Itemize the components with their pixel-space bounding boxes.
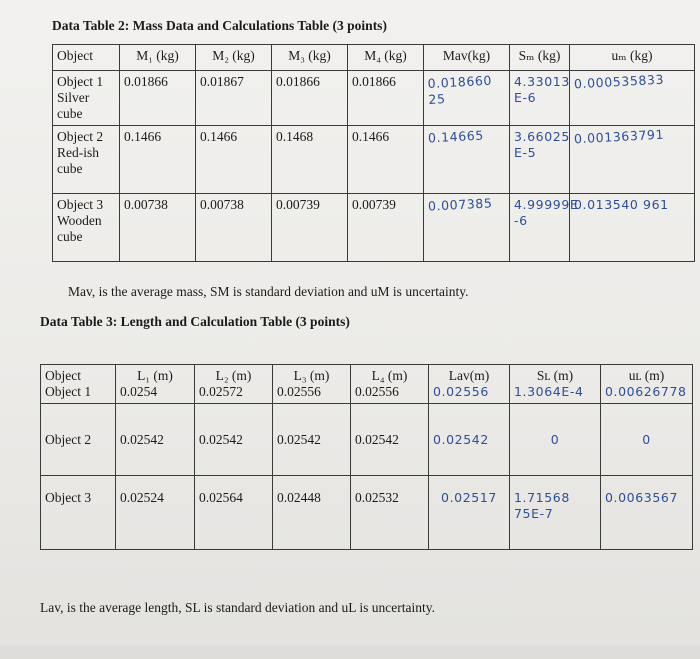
header-l4: L₄ (m) 0.02556: [351, 365, 429, 404]
l2-value: 0.02542: [195, 404, 273, 476]
table-row: [41, 404, 693, 476]
ul-value: 0: [601, 404, 693, 476]
sm-value: 4.99999E -6: [510, 194, 570, 262]
table2-header-row: [53, 45, 695, 71]
table2-note: Mav, is the average mass, SM is standard deviation and uM is uncertainty.: [68, 284, 469, 299]
m4-value: 0.00739: [348, 194, 424, 262]
header-m3: M₃ (kg): [272, 45, 348, 71]
l4-value: 0.02532: [351, 476, 429, 550]
m3-value: 0.1468: [272, 126, 348, 194]
header-l1: L₁ (m) 0.0254: [116, 365, 195, 404]
table3-header-row: [41, 365, 693, 404]
l3-value: 0.02542: [273, 404, 351, 476]
header-l3: L₃ (m) 0.02556: [273, 365, 351, 404]
l3-value: 0.02448: [273, 476, 351, 550]
l4-value: 0.02542: [351, 404, 429, 476]
header-m4: M₄ (kg): [348, 45, 424, 71]
l1-value: 0.02542: [116, 404, 195, 476]
object-name: Object 3: [41, 476, 116, 550]
header-sm: Sₘ (kg): [510, 45, 570, 71]
m4-value: 0.1466: [348, 126, 424, 194]
table2-heading: Data Table 2: Mass Data and Calculations Table (3 points): [52, 18, 387, 33]
table3-note: Lav, is the average length, SL is standard deviation and uL is uncertainty.: [40, 600, 436, 615]
sl-value: 1.71568 75E-7: [510, 476, 601, 550]
object-name: Object 2 Red-ish cube: [53, 126, 120, 194]
sm-value: 4.33013 E-6: [510, 71, 570, 126]
header-l2: L₂ (m) 0.02572: [195, 365, 273, 404]
ul-value: 0.0063567: [601, 476, 693, 550]
m3-value: 0.00739: [272, 194, 348, 262]
l2-value: 0.02564: [195, 476, 273, 550]
object-name: Object 3 Wooden cube: [53, 194, 120, 262]
header-m1: M₁ (kg): [120, 45, 196, 71]
header-object: Object Object 1: [41, 365, 116, 404]
object-name: Object 2: [41, 404, 116, 476]
header-m2: M₂ (kg): [196, 45, 272, 71]
header-ul: uʟ (m) 0.00626778: [601, 365, 693, 404]
m1-value: 0.1466: [120, 126, 196, 194]
lav-value: 0.02517: [429, 476, 510, 550]
mav-value: 0.14665: [424, 126, 510, 194]
lav-value: 0.02542: [429, 404, 510, 476]
m2-value: 0.1466: [196, 126, 272, 194]
m3-value: 0.01866: [272, 71, 348, 126]
m2-value: 0.01867: [196, 71, 272, 126]
um-value: 0.001363791: [570, 126, 695, 194]
header-mav: Mav(kg): [424, 45, 510, 71]
table-row: [53, 126, 695, 194]
length-data-table: [40, 364, 693, 550]
um-value: 0.000535833: [570, 71, 695, 126]
header-object: Object: [53, 45, 120, 71]
um-value: 0.013540 961: [570, 194, 695, 262]
m1-value: 0.00738: [120, 194, 196, 262]
object-name: Object 1 Silver cube: [53, 71, 120, 126]
table-row: [53, 71, 695, 126]
header-sl: Sʟ (m) 1.3064E-4: [510, 365, 601, 404]
sm-value: 3.66025 E-5: [510, 126, 570, 194]
l1-value: 0.02524: [116, 476, 195, 550]
m1-value: 0.01866: [120, 71, 196, 126]
header-um: uₘ (kg): [570, 45, 695, 71]
m2-value: 0.00738: [196, 194, 272, 262]
m4-value: 0.01866: [348, 71, 424, 126]
table3-heading: Data Table 3: Length and Calculation Table (3 points): [40, 314, 350, 329]
mav-value: 0.007385: [424, 194, 510, 262]
page-shadow: [0, 645, 700, 659]
mav-value: 0.018660 25: [424, 71, 510, 126]
mass-data-table: [52, 44, 695, 262]
table-row: [53, 194, 695, 262]
table-row: [41, 476, 693, 550]
sl-value: 0: [510, 404, 601, 476]
header-lav: Lav(m) 0.02556: [429, 365, 510, 404]
